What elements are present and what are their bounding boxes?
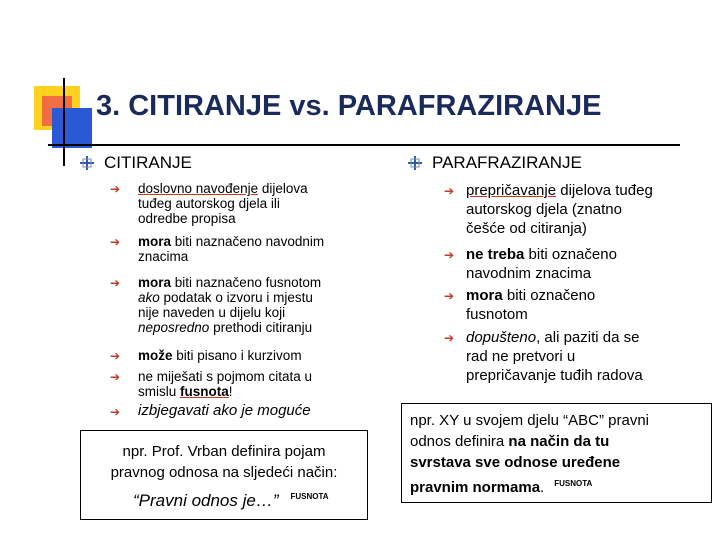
arrow-icon: ➔	[110, 405, 121, 419]
arrow-icon: ➔	[110, 276, 121, 290]
example-text: npr. XY u svojem djelu “ABC” pravni odnos definira na način da tu svrstava sve odnose uređene pravnim normama. $^{FUSNOTA}$	[410, 412, 649, 496]
deco-horizontal-line	[48, 144, 680, 146]
arrow-icon: ➔	[444, 184, 455, 198]
citiranje-heading: CITIRANJE	[104, 153, 192, 172]
list-item: ne treba biti označeno navodnim znacima	[466, 246, 617, 282]
bullet-icon	[80, 156, 94, 170]
list-item: doslovno navođenje dijelova tuđeg autorskog djela ili odredbe propisa	[138, 181, 308, 226]
list-item: mora biti označeno fusnotom	[466, 287, 596, 323]
example-box-parafraziranje	[401, 403, 712, 503]
arrow-icon: ➔	[110, 235, 121, 249]
bullet-icon	[408, 156, 422, 170]
example-box-citiranje	[80, 430, 368, 520]
arrow-icon: ➔	[110, 370, 121, 384]
underlined-term: prepričavanje	[466, 182, 557, 199]
list-item: ne miješati s pojmom citata u smislu fusnota!	[138, 369, 313, 399]
list-item: mora biti naznačeno fusnotom ako podatak o izvoru i mjestu nije naveden u dijelu koji neposredno prethodi citiranju	[138, 275, 322, 335]
arrow-icon: ➔	[444, 248, 455, 262]
example-text: npr. Prof. Vrban definira pojam pravnog odnosa na sljedeći način:	[110, 443, 338, 481]
slide-title: 3. CITIRANJE vs. PARAFRAZIRANJE	[96, 90, 602, 122]
list-item: može biti pisano i kurzivom	[138, 348, 302, 363]
underlined-term: doslovno navođenje	[138, 181, 259, 196]
arrow-icon: ➔	[444, 331, 455, 345]
list-item: prepričavanje dijelova tuđeg autorskog djela (znatno češće od citiranja)	[466, 182, 653, 237]
parafraziranje-heading: PARAFRAZIRANJE	[432, 153, 582, 172]
deco-blue-square	[52, 108, 92, 148]
list-item: dopušteno, ali paziti da se rad ne pretvori u prepričavanje tuđih radova	[466, 329, 643, 384]
arrow-icon: ➔	[444, 289, 455, 303]
arrow-icon: ➔	[110, 182, 121, 196]
list-item: mora biti naznačeno navodnim znacima	[138, 234, 325, 264]
example-quote: “Pravni odnos je…” $^{FUSNOTA}$	[133, 491, 329, 510]
list-item: izbjegavati ako je moguće	[138, 402, 311, 419]
deco-vertical-line	[63, 78, 65, 166]
arrow-icon: ➔	[110, 349, 121, 363]
